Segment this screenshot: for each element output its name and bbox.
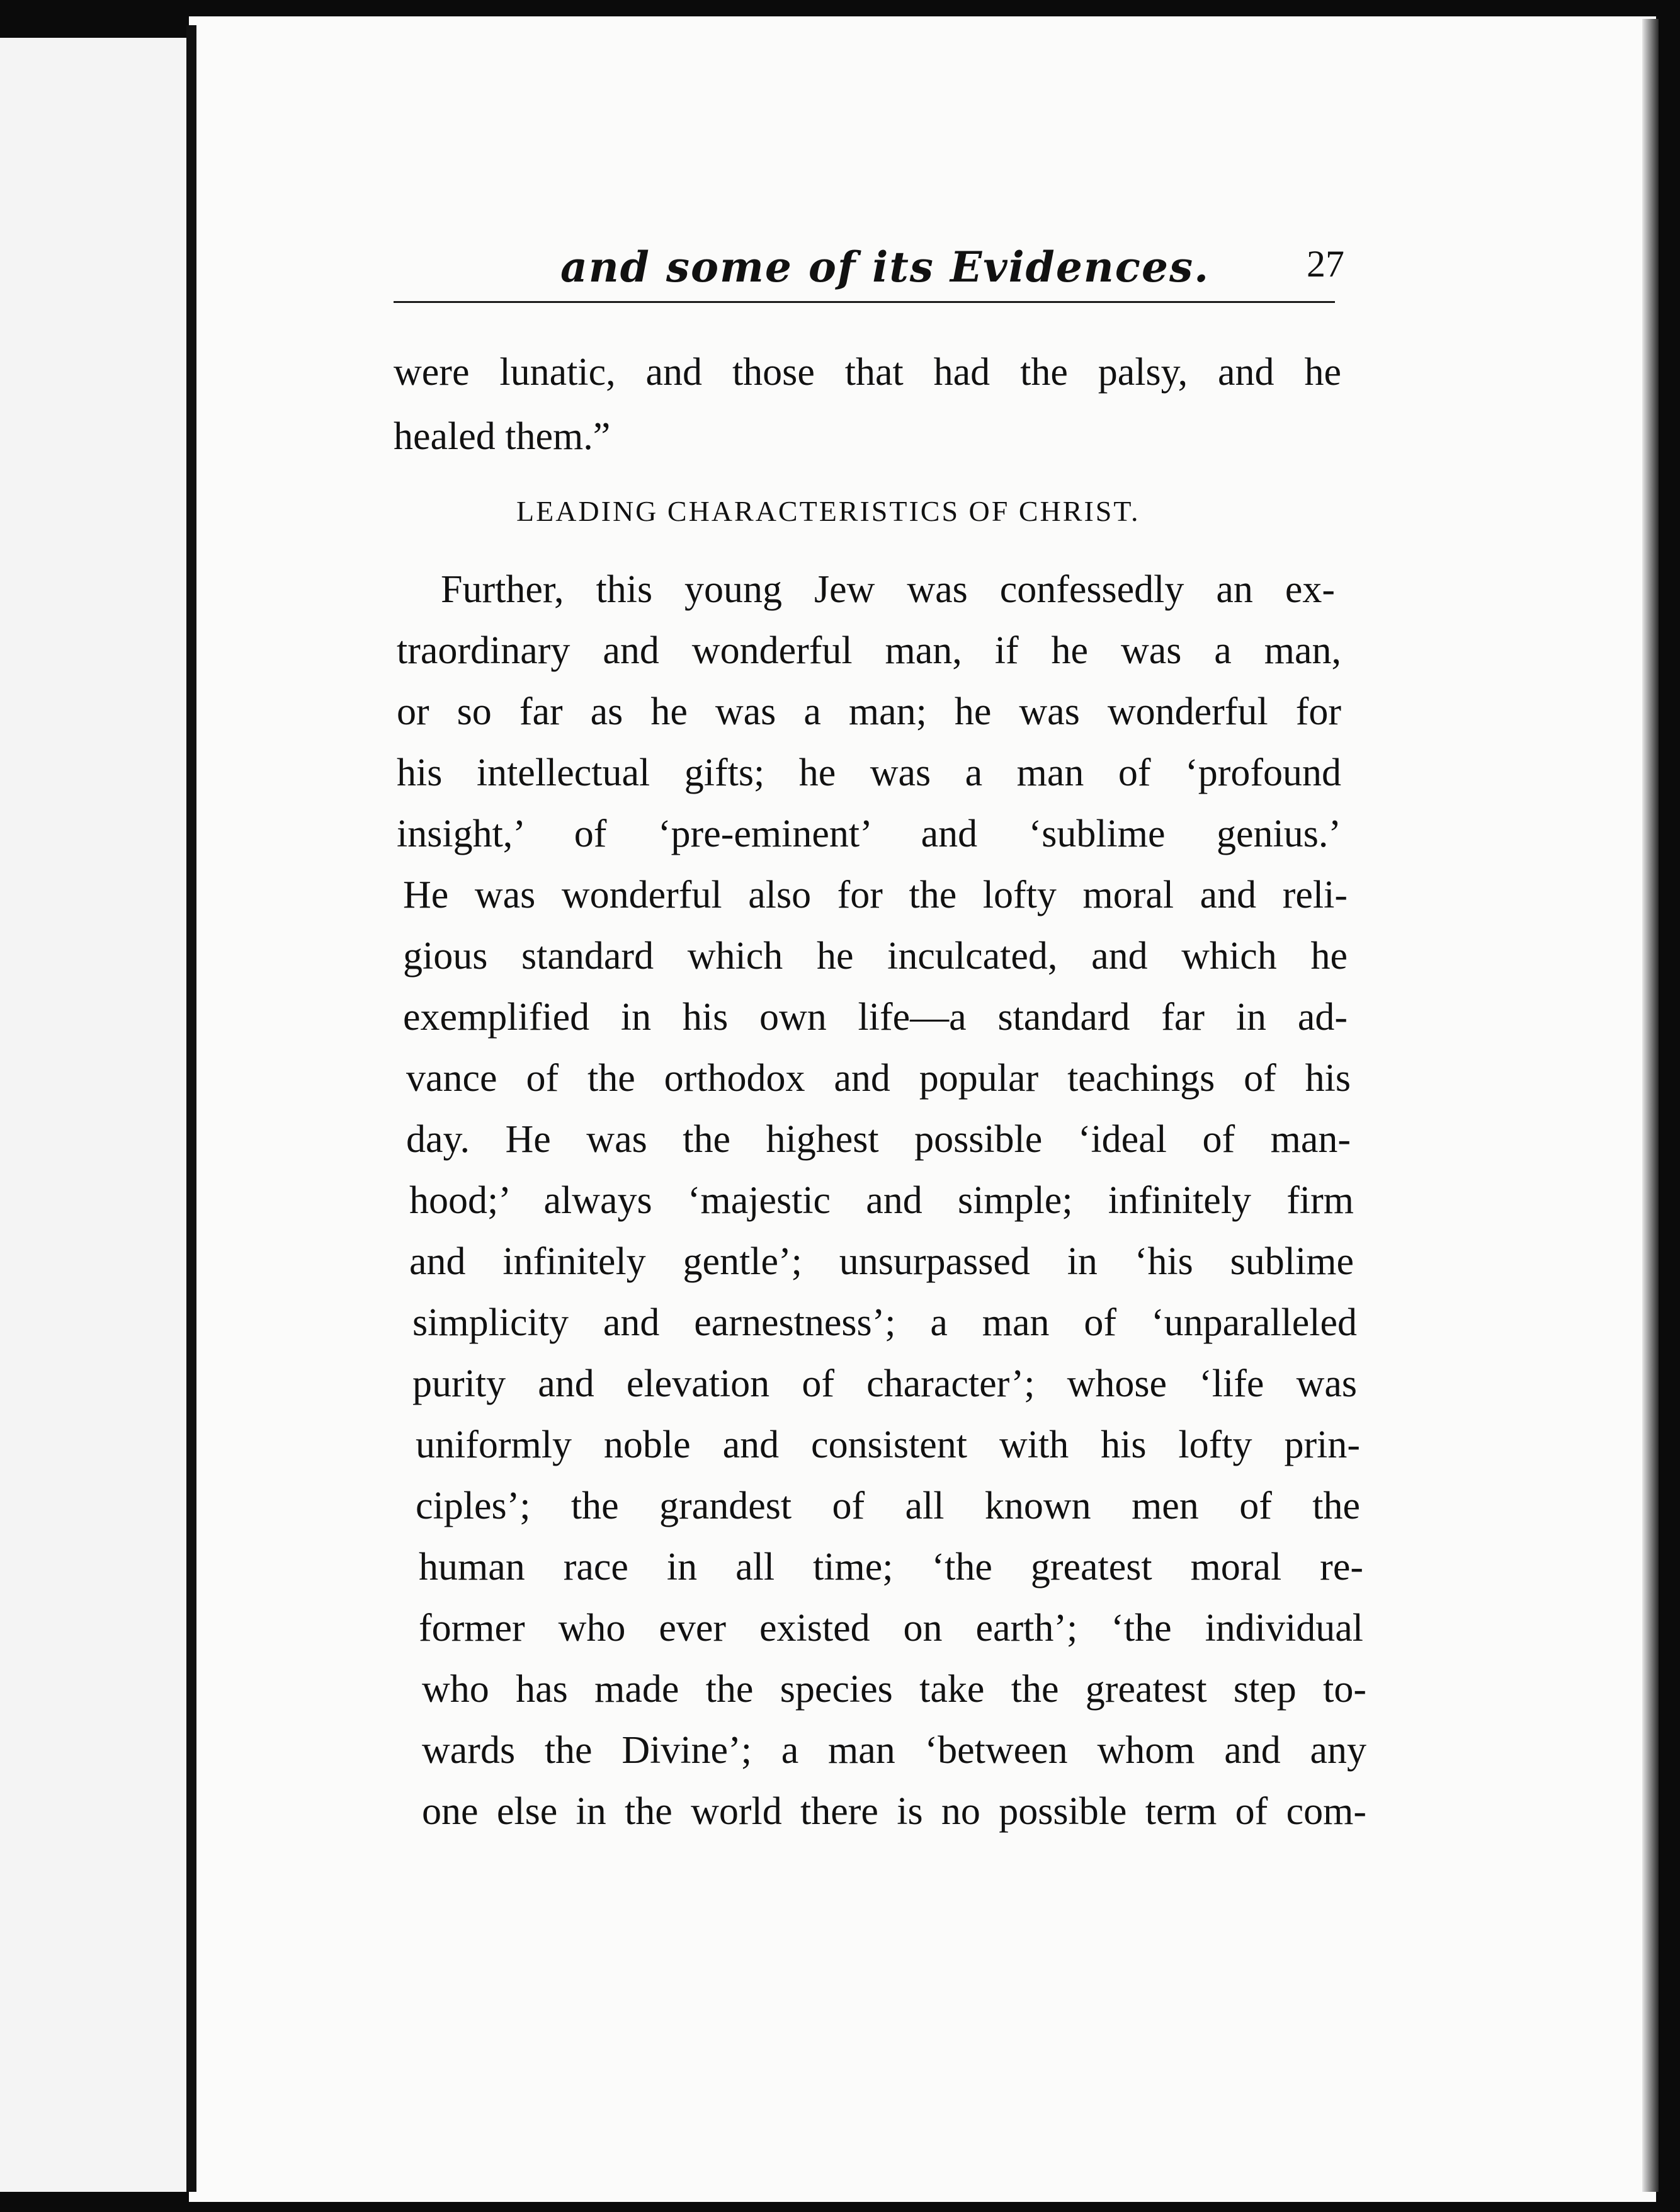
text-line: simplicity and earnestness’; a man of ‘unparalleled <box>412 1301 1357 1344</box>
text-line: or so far as he was a man; he was wonderful for <box>397 690 1341 733</box>
text-line: Further, this young Jew was confessedly an ex- <box>441 568 1335 611</box>
text-line: uniformly noble and consistent with his lofty prin- <box>416 1423 1360 1466</box>
page-number: 27 <box>1307 243 1344 285</box>
text-line: gious standard which he inculcated, and which he <box>403 935 1348 978</box>
text-line: former who ever existed on earth’; ‘the individual <box>419 1607 1363 1650</box>
text-line: day. He was the highest possible ‘ideal of man- <box>406 1118 1351 1161</box>
text-line: insight,’ of ‘pre-eminent’ and ‘sublime genius.’ <box>397 812 1341 855</box>
book-gutter <box>186 25 196 2192</box>
facing-page-edge <box>0 38 189 2192</box>
page-right-edge <box>1642 19 1659 2192</box>
text-line: who has made the species take the greatest step to- <box>422 1668 1366 1711</box>
section-heading: LEADING CHARACTERISTICS OF CHRIST. <box>516 495 1140 527</box>
text-line: healed them.” <box>394 415 611 458</box>
text-line: one else in the world there is no possible term of com- <box>422 1790 1366 1833</box>
text-line: hood;’ always ‘majestic and simple; infinitely firm <box>409 1179 1354 1222</box>
text-line: were lunatic, and those that had the palsy, and he <box>394 351 1341 394</box>
text-line: ciples’; the grandest of all known men of the <box>416 1485 1360 1527</box>
header-rule <box>394 301 1335 303</box>
text-line: purity and elevation of character’; whose ‘life was <box>412 1362 1357 1405</box>
text-line: and infinitely gentle’; unsurpassed in ‘his sublime <box>409 1240 1354 1283</box>
text-line: traordinary and wonderful man, if he was a man, <box>397 629 1341 672</box>
text-line: exemplified in his own life—a standard far in ad- <box>403 996 1348 1039</box>
running-header: and some of its Evidences. <box>560 242 1210 292</box>
page-paper <box>189 16 1656 2202</box>
text-line: wards the Divine’; a man ‘between whom and any <box>422 1729 1366 1772</box>
text-line: He was wonderful also for the lofty moral and reli- <box>403 874 1348 916</box>
text-line: vance of the orthodox and popular teachings of his <box>406 1057 1351 1100</box>
text-line: his intellectual gifts; he was a man of ‘profound <box>397 751 1341 794</box>
text-line: human race in all time; ‘the greatest moral re- <box>419 1546 1363 1588</box>
